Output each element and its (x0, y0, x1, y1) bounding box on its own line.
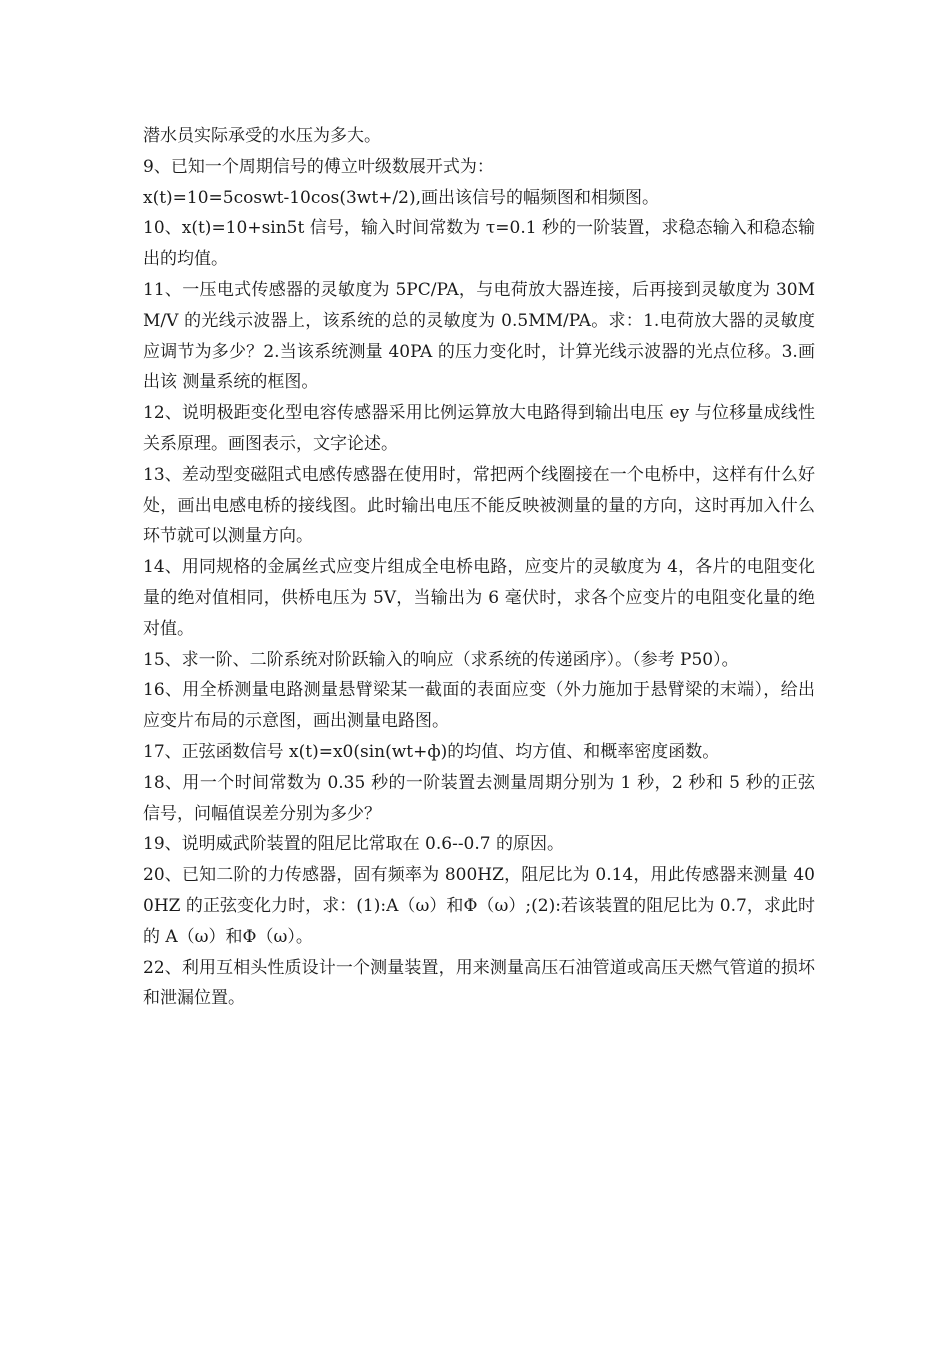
document-body (143, 121, 815, 1014)
question-13: 13、差动型变磁阻式电感传感器在使用时，常把两个线圈接在一个电桥中，这样有什么好处，画出电感电桥的接线图。此时输出电压不能反映被测量的量的方向，这时再加入什么环节就可以测量方向。 (143, 464, 815, 547)
question-22: 22、利用互相头性质设计一个测量装置，用来测量高压石油管道或高压天燃气管道的损坏和泄漏位置。 (143, 957, 815, 1009)
question-18: 18、用一个时间常数为 0.35 秒的一阶装置去测量周期分别为 1 秒，2 秒和 5 秒的正弦信号，问幅值误差分别为多少？ (143, 772, 815, 824)
question-12: 12、说明极距变化型电容传感器采用比例运算放大电路得到输出电压 ey 与位移量成线性关系原理。画图表示，文字论述。 (143, 403, 815, 454)
question-16: 16、用全桥测量电路测量悬臂梁某一截面的表面应变（外力施加于悬臂梁的末端），给出应变片布局的示意图，画出测量电路图。 (143, 680, 815, 732)
question-17: 17、正弦函数信号 x(t)=x0(sin(wt+ф)的均值、均方值、和概率密度函数。 (143, 741, 720, 762)
question-9-formula: x(t)=10=5coswt-10cos(3wt+/2),画出该信号的幅频图和相频图。 (143, 187, 659, 208)
question-19: 19、说明威武阶装置的阻尼比常取在 0.6--0.7 的原因。 (143, 834, 564, 855)
question-20: 20、已知二阶的力传感器，固有频率为 800HZ，阻尼比为 0.14，用此传感器来测量 400HZ 的正弦变化力时，求：(1):A（ω）和Φ（ω）;(2):若该装置的阻尼比为 0.7，求此时的 A（ω）和Φ（ω）。 (143, 865, 815, 947)
question-10: 10、x(t)=10+sin5t 信号，输入时间常数为 τ=0.1 秒的一阶装置，求稳态输入和稳态输出的均值。 (143, 218, 815, 270)
question-14: 14、用同规格的金属丝式应变片组成全电桥电路，应变片的灵敏度为 4，各片的电阻变化量的绝对值相同，供桥电压为 5V，当输出为 6 毫伏时，求各个应变片的电阻变化量的绝对值。 (143, 557, 815, 639)
question-15: 15、求一阶、二阶系统对阶跃输入的响应（求系统的传递函序）。（参考 P50）。 (143, 649, 739, 670)
question-9: 9、已知一个周期信号的傅立叶级数展开式为： (143, 156, 494, 177)
paragraph-0: 潜水员实际承受的水压为多大。 (143, 126, 381, 146)
question-11: 11、一压电式传感器的灵敏度为 5PC/PA，与电荷放大器连接，后再接到灵敏度为 30MM/V 的光线示波器上，该系统的总的灵敏度为 0.5MM/PA。求：1.电荷放大器的灵敏度应调节为多少？2.当该系统测量 40PA 的压力变化时，计算光线示波器的光点位移。3.画出该 测量系统的框图。 (143, 279, 815, 393)
